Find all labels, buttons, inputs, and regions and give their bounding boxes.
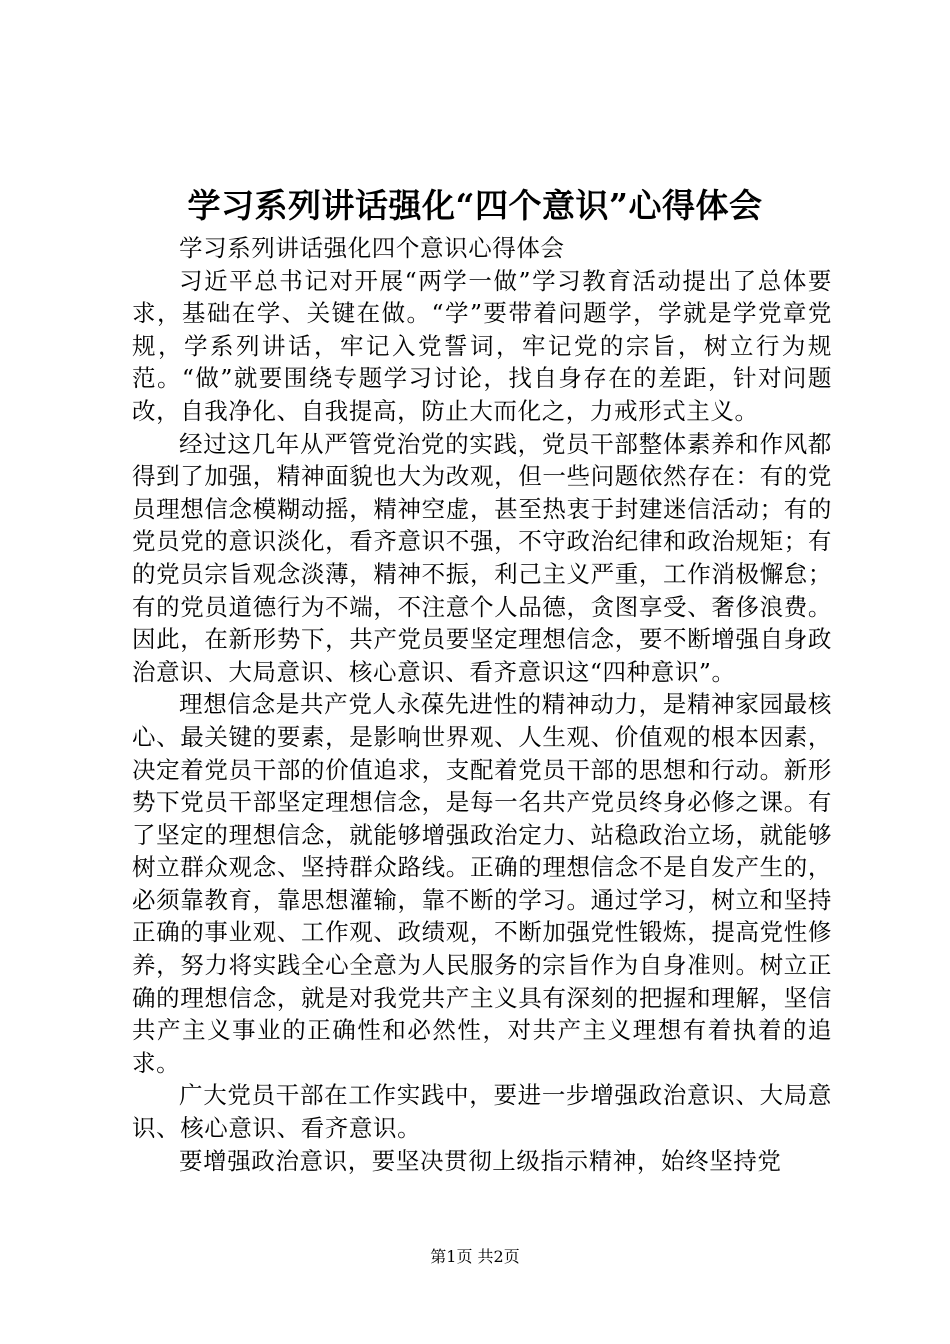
paragraph: 理想信念是共产党人永葆先进性的精神动力，是精神家园最核心、最关键的要素，是影响世界观、人生观、价值观的根本因素，决定着党员干部的价值追求，支配着党员干部的思想和行动。新形势下党员干部坚定理想信念，是每一名共产党员终身必修之课。有了坚定的理想信念，就能够增强政治定力、站稳政治立场，就能够树立群众观念、坚持群众路线。正确的理想信念不是自发产生的，必须靠教育，靠思想灌输，靠不断的学习。通过学习，树立和坚持正确的事业观、工作观、政绩观，不断加强党性锻炼，提高党性修养，努力将实践全心全意为人民服务的宗旨作为自身准则。树立正确的理想信念，就是对我党共产主义具有深刻的把握和理解，坚信共产主义事业的正确性和必然性，对共产主义理想有着执着的追求。 <box>132 690 832 1077</box>
page-number-footer: 第1页 共2页 <box>430 1247 520 1266</box>
paragraph: 广大党员干部在工作实践中，要进一步增强政治意识、大局意识、核心意识、看齐意识。 <box>132 1081 832 1143</box>
paragraph: 经过这几年从严管党治党的实践，党员干部整体素养和作风都得到了加强，精神面貌也大为改观，但一些问题依然存在：有的党员理想信念模糊动摇，精神空虚，甚至热衷于封建迷信活动；有的党员党的意识淡化，看齐意识不强，不守政治纪律和政治规矩；有的党员宗旨观念淡薄，精神不振，利己主义严重，工作消极懈怠；有的党员道德行为不端，不注意个人品德，贪图享受、奢侈浪费。因此，在新形势下，共产党员要坚定理想信念，要不断增强自身政治意识、大局意识、核心意识、看齐意识这“四种意识”。 <box>132 429 832 686</box>
document-body <box>132 232 832 1177</box>
document-subtitle: 学习系列讲话强化四个意识心得体会 <box>179 234 565 262</box>
paragraph: 要增强政治意识，要坚决贯彻上级指示精神，始终坚持党 <box>179 1146 782 1175</box>
document-title: 学习系列讲话强化“四个意识”心得体会 <box>187 186 763 225</box>
paragraph: 习近平总书记对开展“两学一做”学习教育活动提出了总体要求，基础在学、关键在做。“学”要带着问题学，学就是学党章党规，学系列讲话，牢记入党誓词，牢记党的宗旨，树立行为规范。“做”就要围绕专题学习讨论，找自身存在的差距，针对问题改，自我净化、自我提高，防止大而化之，力戒形式主义。 <box>132 266 832 425</box>
